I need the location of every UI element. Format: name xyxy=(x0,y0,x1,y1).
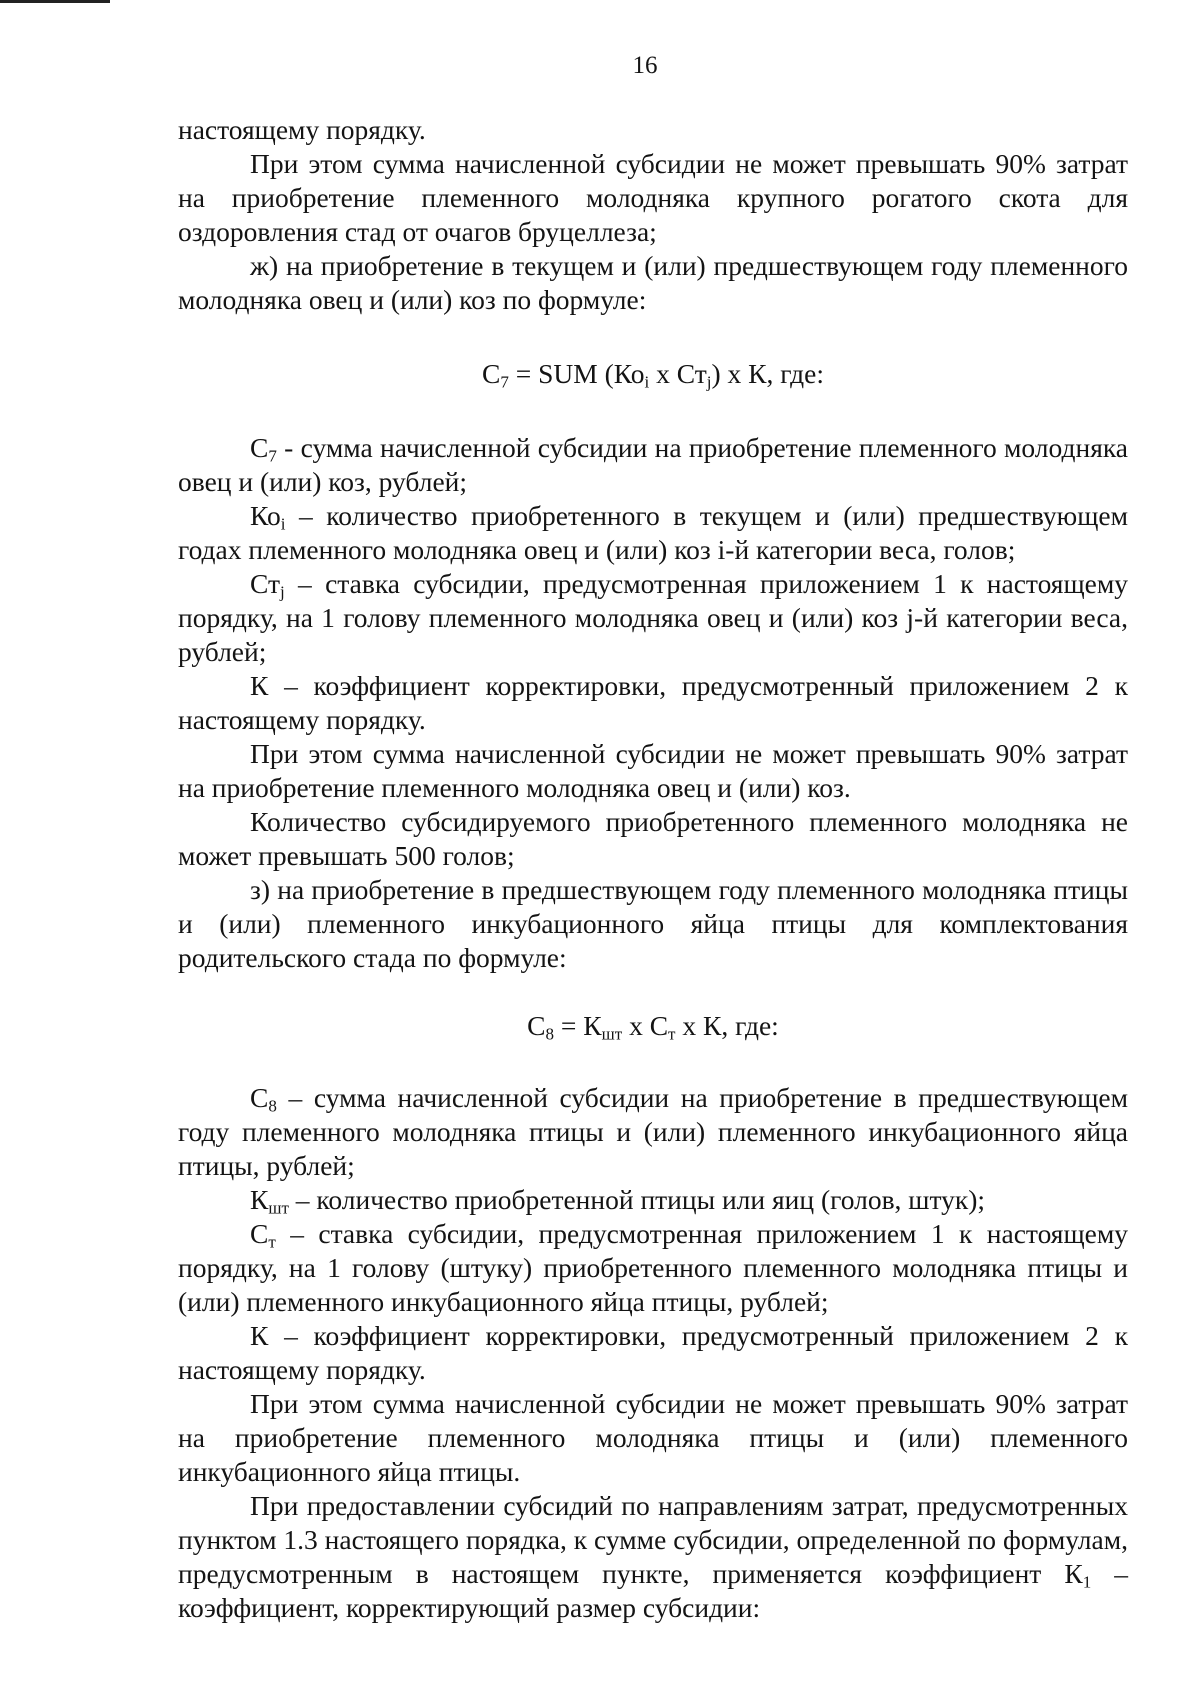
paragraph: Количество субсидируемого приобретенного племенного молодняка не может превышать 500 голов; xyxy=(178,806,1128,871)
paragraph: К – коэффициент корректировки, предусмотренный приложением 2 к настоящему порядку. xyxy=(178,670,1128,735)
paragraph: з) на приобретение в предшествующем году племенного молодняка птицы и (или) племенного инкубационного яйца птицы для комплектования родительского стада по формуле: xyxy=(178,874,1128,973)
paragraph: настоящему порядку. xyxy=(178,114,426,145)
paragraph: К – коэффициент корректировки, предусмотренный приложением 2 к настоящему порядку. xyxy=(178,1320,1128,1385)
paragraph: $С_8$ – сумма начисленной субсидии на приобретение в предшествующем году племенного молодняка птицы и (или) племенного инкубационного яйца птицы, рублей; xyxy=(178,1082,1128,1181)
paragraph: ж) на приобретение в текущем и (или) предшествующем году племенного молодняка овец и (или) коз по формуле: xyxy=(178,250,1128,315)
paragraph: При предоставлении субсидий по направлениям затрат, предусмотренных пунктом 1.3 настоящего порядка, к сумме субсидии, определенной по формулам, предусмотренным в настоящем пункте, применяется коэффициент $К_1$ – коэффициент, корректирующий размер субсидии: xyxy=(178,1490,1128,1623)
paragraph: $С_7$ - сумма начисленной субсидии на приобретение племенного молодняка овец и (или) коз, рублей; xyxy=(178,432,1128,497)
paragraph: $Ко_i$ – количество приобретенного в текущем и (или) предшествующем годах племенного молодняка овец и (или) коз i-й категории веса, голов; xyxy=(178,500,1128,565)
paragraph: При этом сумма начисленной субсидии не может превышать 90% затрат на приобретение племенного молодняка крупного рогатого скота для оздоровления стад от очагов бруцеллеза; xyxy=(178,148,1128,247)
paragraph: $Ст_j$ – ставка субсидии, предусмотренная приложением 1 к настоящему порядку, на 1 голову племенного молодняка овец и (или) коз j-й категории веса, рублей; xyxy=(178,568,1128,667)
paragraph: $С_т$ – ставка субсидии, предусмотренная приложением 1 к настоящему порядку, на 1 голову (штуку) приобретенного племенного молодняка птицы и (или) племенного инкубационного яйца птицы, рублей; xyxy=(178,1218,1128,1317)
scan-edge-mark xyxy=(0,0,110,3)
formula-c8: $С_8 = К_{шт}$ x $С_т$ x К, где: xyxy=(527,1010,779,1044)
paragraph: При этом сумма начисленной субсидии не может превышать 90% затрат на приобретение племенного молодняка овец и (или) коз. xyxy=(178,738,1128,803)
page-number: 16 xyxy=(632,52,658,79)
paragraph: $К_{шт}$ – количество приобретенной птицы или яиц (голов, штук); xyxy=(250,1184,986,1218)
paragraph: При этом сумма начисленной субсидии не может превышать 90% затрат на приобретение племенного молодняка птицы и (или) племенного инкубационного яйца птицы. xyxy=(178,1388,1128,1487)
formula-c7: $С_7$ = SUM ($Ко_i$ x $Ст_j$) x К, где: xyxy=(482,358,824,392)
document-body xyxy=(178,113,1128,1625)
